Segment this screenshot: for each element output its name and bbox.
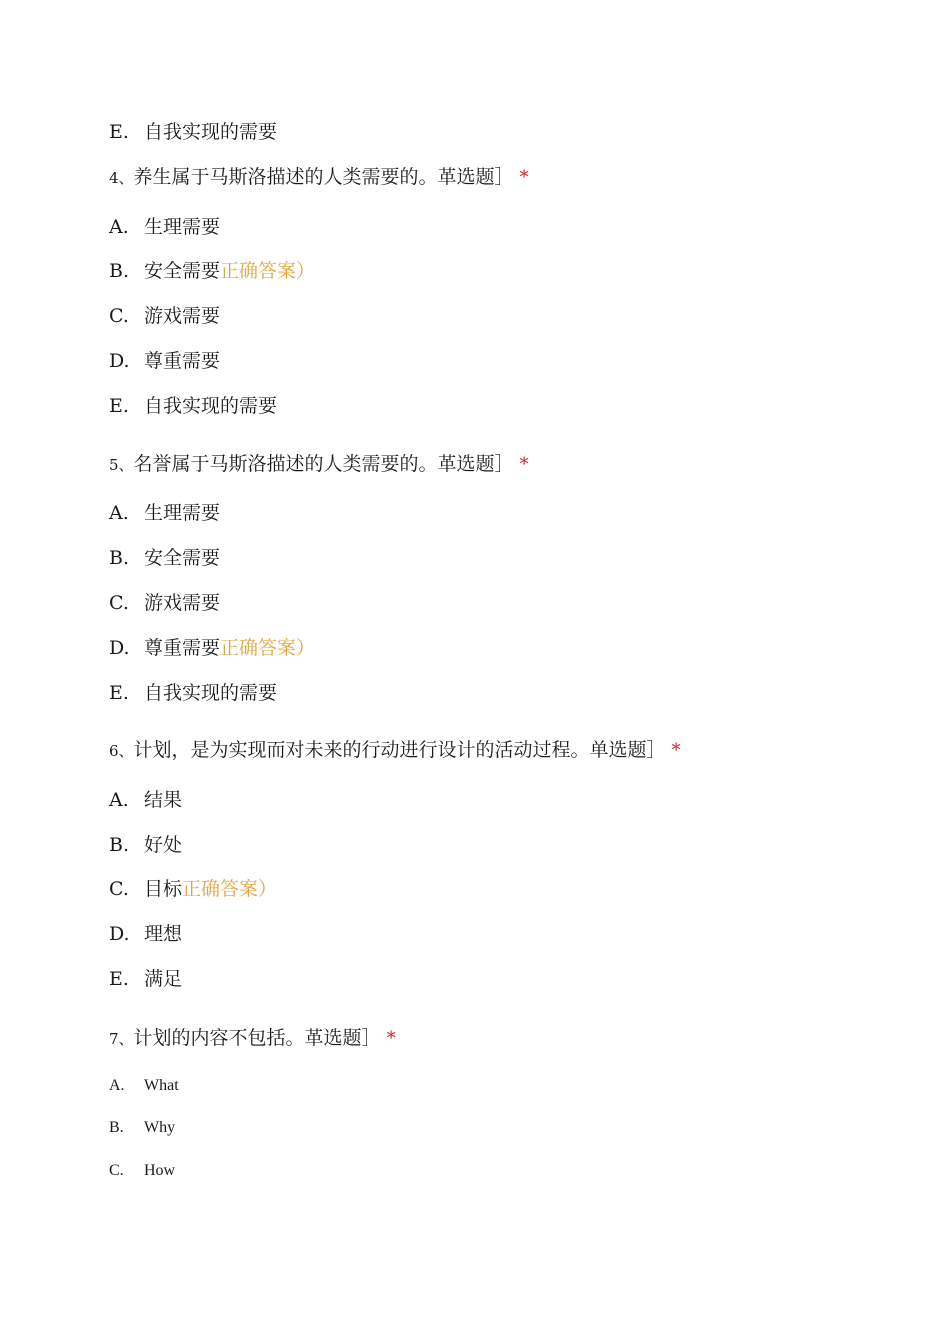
question-4 [109, 165, 529, 190]
option-letter: E. [109, 395, 129, 417]
option-letter: B. [109, 260, 130, 282]
option-letter: C. [109, 878, 129, 900]
option-letter: C. [109, 305, 129, 327]
question-number: 7、 [109, 1030, 134, 1048]
option-text: 自我实现的需要 [144, 395, 278, 417]
option-text: 生理需要 [144, 502, 221, 524]
option-letter: A. [109, 789, 129, 811]
option-letter: C. [109, 1162, 124, 1179]
q7-option-c[interactable] [109, 1159, 175, 1183]
option-letter: A. [109, 1077, 125, 1094]
question-number: 6、 [109, 742, 134, 760]
option-letter: B. [109, 547, 130, 569]
option-text: 安全需要 [144, 260, 221, 282]
option-text: 尊重需要 [144, 350, 221, 372]
option-letter: A. [109, 502, 129, 524]
option-text: 理想 [144, 923, 183, 945]
option-text: What [144, 1077, 179, 1094]
option-text: How [144, 1162, 176, 1179]
option-text: 自我实现的需要 [144, 121, 278, 143]
option-text: 游戏需要 [144, 305, 221, 327]
option-text: Why [144, 1119, 176, 1136]
question-number: 4、 [109, 169, 134, 187]
q6-option-e[interactable] [109, 967, 182, 991]
q4-option-d[interactable] [109, 349, 220, 373]
option-letter: C. [109, 592, 129, 614]
option-letter: E. [109, 121, 129, 143]
option-text: 目标 [144, 878, 183, 900]
q6-option-b[interactable] [109, 833, 182, 857]
option-text: 游戏需要 [144, 592, 221, 614]
q4-option-c[interactable] [109, 304, 220, 328]
correct-answer-mark: 正确答案） [220, 637, 316, 659]
correct-answer-mark: 正确答案） [220, 260, 316, 282]
question-number: 5、 [109, 456, 134, 474]
question-text: 养生属于马斯洛描述的人类需要的。革选题］ [133, 166, 514, 188]
option-letter: A. [109, 216, 129, 238]
option-text: 生理需要 [144, 216, 221, 238]
q5-option-e[interactable] [109, 681, 277, 705]
required-star-icon: * [386, 1028, 396, 1049]
required-star-icon: * [519, 454, 529, 475]
question-7 [109, 1026, 396, 1051]
q5-option-a[interactable] [109, 501, 220, 525]
question-6 [109, 738, 681, 763]
option-letter: D. [109, 350, 130, 372]
q3-option-e[interactable] [109, 120, 277, 144]
option-text: 安全需要 [144, 547, 221, 569]
required-star-icon: * [671, 740, 681, 761]
question-text: 名誉属于马斯洛描述的人类需要的。革选题］ [133, 453, 514, 475]
option-letter: B. [109, 1119, 124, 1136]
question-text: 计划的内容不包括。革选题］ [133, 1027, 381, 1049]
option-text: 满足 [144, 968, 183, 990]
q4-option-a[interactable] [109, 215, 220, 239]
q5-option-d[interactable] [109, 636, 315, 660]
q6-option-a[interactable] [109, 788, 182, 812]
required-star-icon: * [519, 167, 529, 188]
option-text: 自我实现的需要 [144, 682, 278, 704]
option-text: 好处 [144, 834, 183, 856]
q6-option-c[interactable] [109, 877, 277, 901]
correct-answer-mark: 正确答案） [182, 878, 278, 900]
q6-option-d[interactable] [109, 922, 182, 946]
option-text: 尊重需要 [144, 637, 221, 659]
question-5 [109, 452, 529, 477]
option-letter: D. [109, 637, 130, 659]
option-letter: D. [109, 923, 130, 945]
option-text: 结果 [144, 789, 183, 811]
q5-option-c[interactable] [109, 591, 220, 615]
q7-option-a[interactable] [109, 1074, 179, 1098]
option-letter: B. [109, 834, 130, 856]
option-letter: E. [109, 682, 129, 704]
q5-option-b[interactable] [109, 546, 220, 570]
question-text: 计划，是为实现而对未来的行动进行设计的活动过程。单选题］ [133, 739, 666, 761]
q4-option-e[interactable] [109, 394, 277, 418]
q7-option-b[interactable] [109, 1116, 175, 1140]
option-letter: E. [109, 968, 129, 990]
q4-option-b[interactable] [109, 259, 315, 283]
